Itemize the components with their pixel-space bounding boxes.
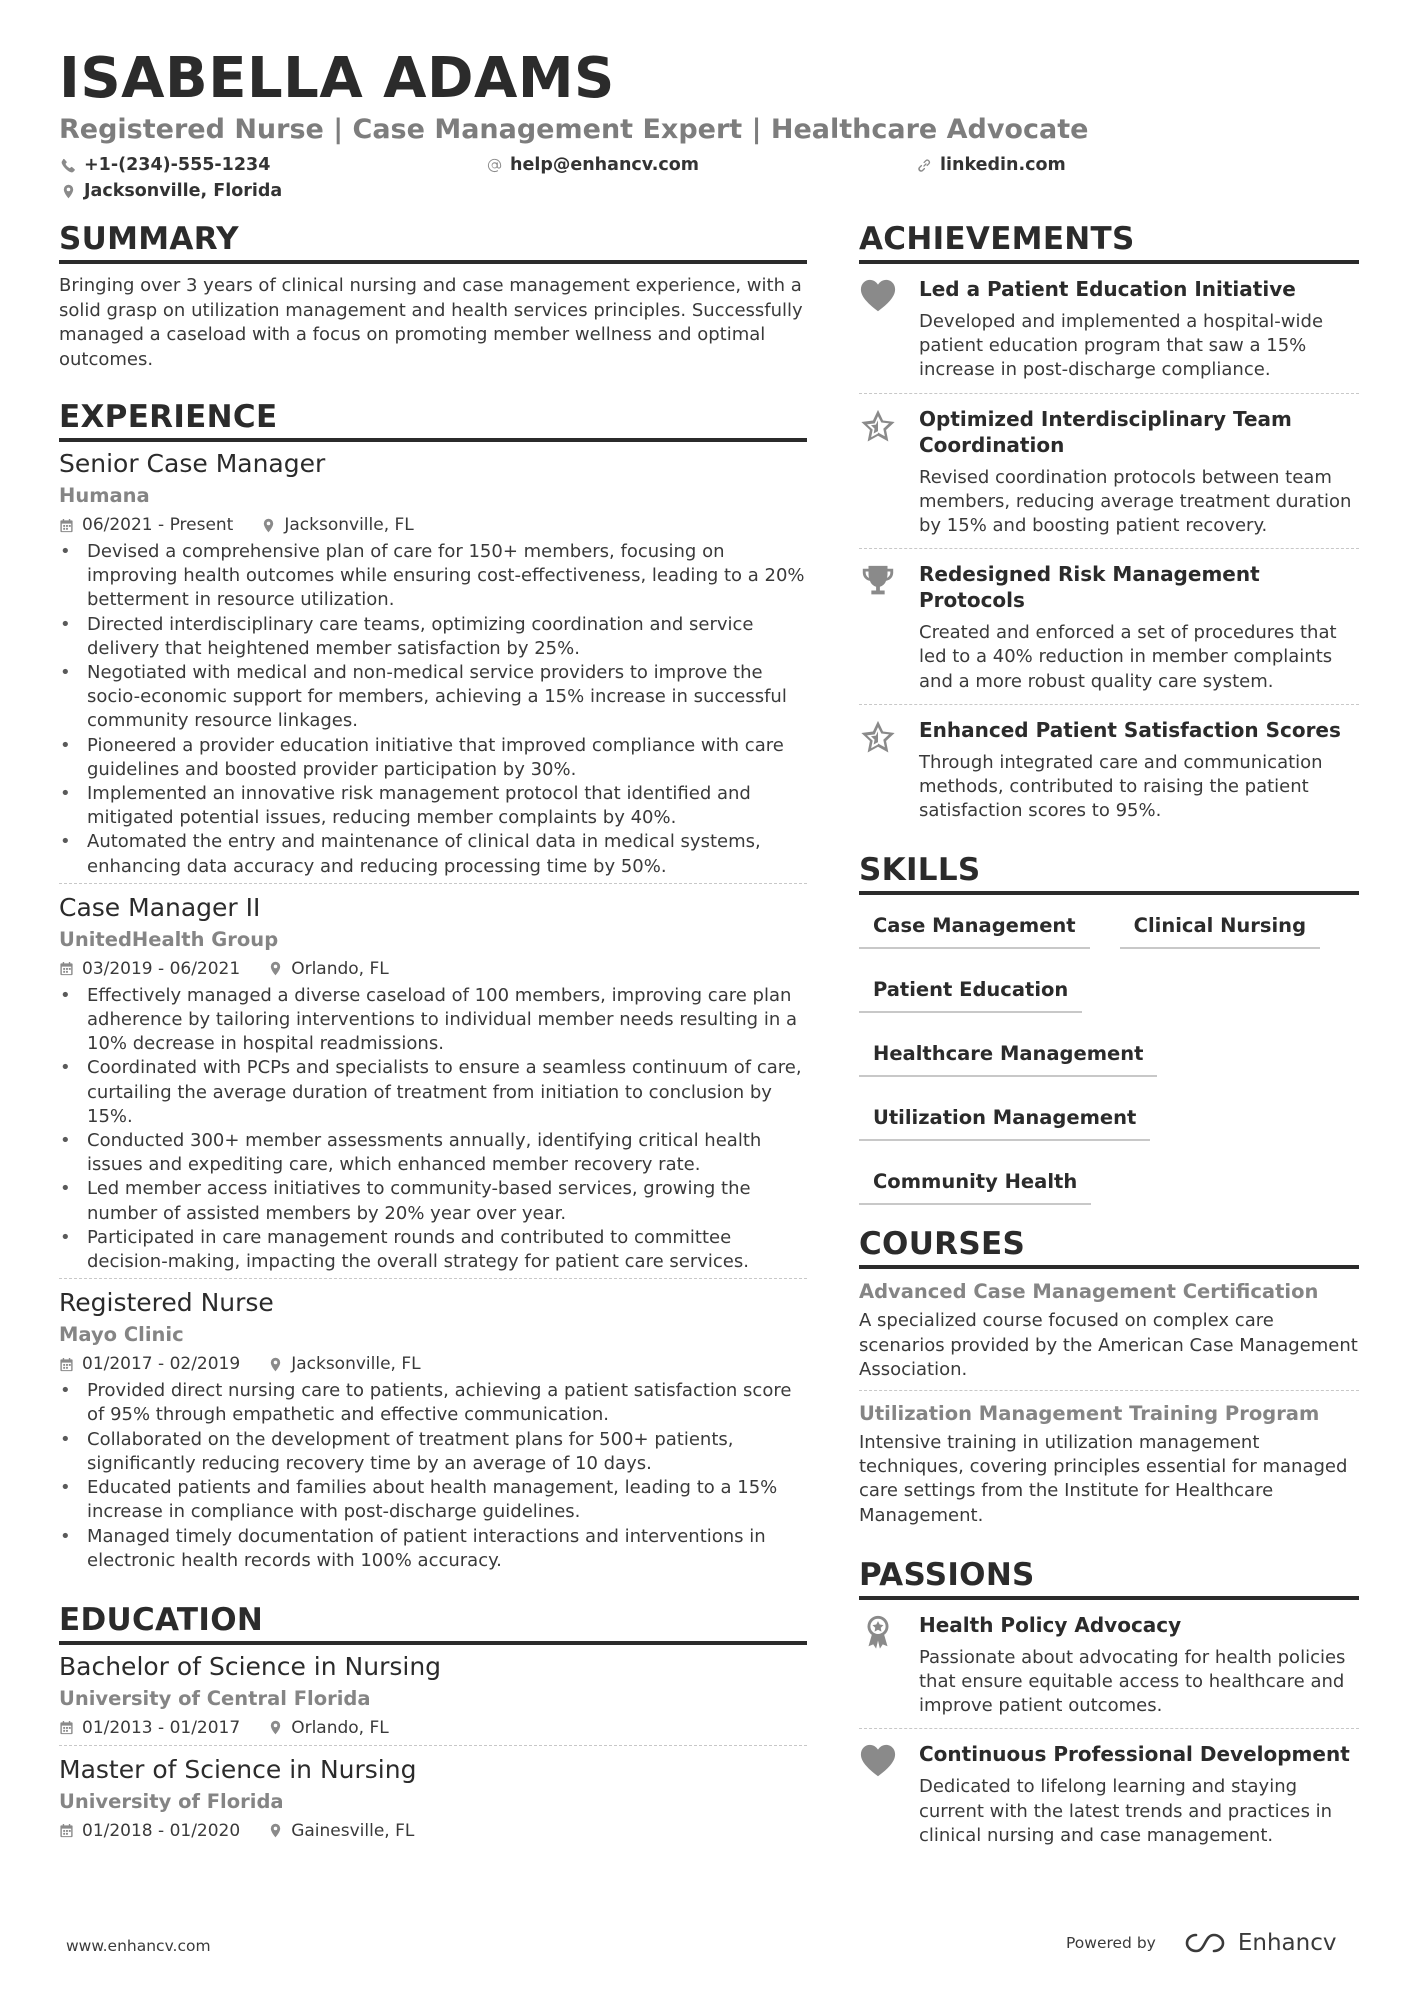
candidate-name: ISABELLA ADAMS: [59, 46, 615, 111]
job-location-text: Jacksonville, FL: [291, 1354, 421, 1375]
bullet-item: • Managed timely documentation of patient interactions and interventions in electronic health records with 100% accuracy.: [59, 1525, 807, 1573]
contact-phone: [61, 152, 270, 178]
job-dates: [59, 515, 233, 535]
location-pin-icon: [268, 961, 283, 976]
course-item: [859, 1269, 1359, 1390]
job-dates: [59, 959, 240, 979]
contact-linkedin: [917, 152, 1066, 178]
location-pin-icon: [268, 1823, 283, 1838]
item-title: Led a Patient Education Initiative: [919, 277, 1296, 301]
right-column: [859, 220, 1359, 1858]
bullet-item: • Devised a comprehensive plan of care for 150+ members, focusing on improving health outcomes while ensuring cost-effectiveness, leading to a 20% betterment in resource utilization.: [59, 540, 807, 613]
resume-header: [59, 44, 1359, 206]
footer-branding: [1066, 1930, 1336, 1956]
job-dates-text: 01/2017 - 02/2019: [82, 1354, 241, 1375]
experience-item: [59, 448, 807, 883]
item-body: [919, 717, 1359, 824]
job-bullets: [59, 540, 807, 879]
item-title: Enhanced Patient Satisfaction Scores: [919, 717, 1341, 742]
education-list: [59, 1651, 807, 1848]
courses-list: [859, 1269, 1359, 1535]
section-title-experience: EXPERIENCE: [59, 398, 807, 442]
job-location: [268, 1354, 420, 1374]
education-item: [59, 1745, 807, 1848]
location-pin-icon: [61, 184, 76, 199]
item-body: [919, 1741, 1359, 1848]
passions-section: [859, 1556, 1359, 1858]
bullet-item: • Educated patients and families about health management, leading to a 15% increase in compliance with post-discharge guidelines.: [59, 1476, 807, 1524]
location-pin-icon: [261, 518, 276, 533]
location-text: Jacksonville, Florida: [84, 181, 283, 201]
skill-tag: Utilization Management: [859, 1095, 1150, 1141]
passion-item: [859, 1728, 1359, 1858]
item-body: [919, 276, 1359, 383]
item-icon: [859, 561, 919, 694]
skills-list: [859, 903, 1359, 1223]
course-description: A specialized course focused on complex care scenarios provided by the American Case Management Association.: [859, 1310, 1358, 1380]
job-bullets: [59, 984, 807, 1274]
phone-icon: [61, 158, 76, 173]
email-text: help@enhancv.com: [510, 155, 700, 175]
passion-item: [859, 1600, 1359, 1729]
bullet-item: • Participated in care management rounds and contributed to committee decision-making, impacting the overall strategy for patient care services.: [59, 1226, 807, 1274]
company-name: UnitedHealth Group: [59, 927, 279, 951]
job-location: [268, 1718, 389, 1738]
summary-text: Bringing over 3 years of clinical nursing and case management experience, with a solid grasp on utilization management and health services principles. Successfully managed a caseload with a focus on promoting member wellness and optimal outcomes.: [59, 275, 803, 370]
item-icon: [859, 406, 919, 539]
education-item: [59, 1651, 807, 1745]
degree-title: Bachelor of Science in Nursing: [59, 1651, 442, 1681]
calendar-icon: [59, 518, 74, 533]
company-name: Mayo Clinic: [59, 1323, 184, 1347]
bullet-item: • Provided direct nursing care to patients, achieving a patient satisfaction score of 95% through empathetic and effective communication.: [59, 1379, 807, 1427]
job-title: Registered Nurse: [59, 1288, 274, 1318]
star-half-icon: [859, 408, 897, 446]
item-title: Health Policy Advocacy: [919, 1612, 1182, 1637]
experience-item: [59, 883, 807, 1278]
candidate-title: Registered Nurse | Case Management Expert | Healthcare Advocate: [59, 114, 1089, 145]
course-item: [859, 1390, 1359, 1536]
link-icon: [917, 158, 932, 173]
item-description: Developed and implemented a hospital-wide patient education program that saw a 15% increase in post-discharge compliance.: [919, 311, 1324, 381]
passions-list: [859, 1600, 1359, 1858]
item-description: Created and enforced a set of procedures that led to a 40% reduction in member complaints and a more robust quality care system.: [919, 622, 1337, 692]
item-description: Revised coordination protocols between team members, reducing average treatment duration by 15% and boosting patient recovery.: [919, 466, 1352, 537]
job-location-text: Orlando, FL: [291, 958, 389, 979]
item-description: Dedicated to lifelong learning and staying current with the latest trends and practices in clinical nursing and case management.: [919, 1776, 1333, 1846]
job-dates: [59, 1821, 240, 1841]
bullet-item: • Implemented an innovative risk management protocol that identified and mitigated potential issues, reducing member complaints by 40%.: [59, 782, 807, 830]
job-dates-text: 06/2021 - Present: [82, 515, 234, 535]
achievements-section: [859, 220, 1359, 833]
heart-icon: [859, 1743, 897, 1781]
item-title: Redesigned Risk Management Protocols: [919, 562, 1260, 613]
job-dates-text: 01/2013 - 01/2017: [82, 1717, 241, 1738]
job-location-text: Orlando, FL: [291, 1717, 389, 1738]
achievement-item: [859, 704, 1359, 834]
trophy-icon: [859, 563, 897, 601]
phone-text: +1-(234)-555-1234: [84, 155, 271, 175]
contact-info: [59, 150, 1359, 206]
item-icon: [859, 276, 919, 383]
job-location-text: Gainesville, FL: [291, 1820, 415, 1841]
experience-section: [59, 398, 807, 1577]
job-location: [268, 959, 389, 979]
course-description: Intensive training in utilization management techniques, covering principles essential for managed care settings from the Institute for Healthcare Management.: [859, 1432, 1348, 1526]
bullet-item: • Led member access initiatives to community-based services, growing the number of assisted members by 20% year over year.: [59, 1177, 807, 1225]
brand-logo[interactable]: [1182, 1930, 1337, 1956]
powered-by-text: Powered by: [1066, 1934, 1156, 1952]
degree-title: Master of Science in Nursing: [59, 1754, 417, 1784]
skill-tag: Clinical Nursing: [1120, 903, 1320, 949]
experience-item: [59, 1278, 807, 1577]
bullet-item: • Effectively managed a diverse caseload of 100 members, improving care plan adherence by tailoring interventions to individual member needs resulting in a 10% decrease in hospital readmissions.: [59, 984, 807, 1057]
item-body: [919, 561, 1359, 694]
job-title: Senior Case Manager: [59, 449, 326, 478]
at-icon: [487, 158, 502, 173]
summary-section: [59, 220, 807, 372]
calendar-icon: [59, 1357, 74, 1372]
job-meta: [59, 1818, 807, 1844]
section-title-summary: SUMMARY: [59, 220, 807, 264]
section-title-education: EDUCATION: [59, 1601, 807, 1645]
bullet-item: • Coordinated with PCPs and specialists to ensure a seamless continuum of care, curtailing the average duration of treatment from initiation to conclusion by 15%.: [59, 1056, 807, 1129]
item-icon: [859, 1612, 919, 1719]
bullet-item: • Pioneered a provider education initiative that improved compliance with care guidelines and boosted provider participation by 30%.: [59, 734, 807, 782]
job-dates-text: 01/2018 - 01/2020: [82, 1820, 241, 1841]
footer-website[interactable]: www.enhancv.com: [66, 1937, 211, 1955]
skill-tag: Patient Education: [859, 967, 1082, 1013]
job-title: Case Manager II: [59, 892, 261, 922]
item-title: Continuous Professional Development: [919, 1742, 1350, 1767]
achievement-item: [859, 264, 1359, 393]
course-title: Utilization Management Training Program: [859, 1402, 1320, 1426]
course-title: Advanced Case Management Certification: [859, 1280, 1319, 1304]
education-section: [59, 1601, 807, 1848]
job-meta: [59, 512, 807, 538]
calendar-icon: [59, 1720, 74, 1735]
enhancv-logo-icon: [1182, 1931, 1228, 1955]
left-column: [59, 220, 807, 1848]
brand-name: Enhancv: [1237, 1930, 1337, 1956]
location-pin-icon: [268, 1720, 283, 1735]
calendar-icon: [59, 1823, 74, 1838]
item-body: [919, 406, 1359, 539]
job-meta: [59, 1715, 807, 1741]
achievement-item: [859, 548, 1359, 704]
job-location-text: Jacksonville, FL: [284, 515, 414, 535]
linkedin-text: linkedin.com: [940, 155, 1066, 175]
skill-tag: Community Health: [859, 1159, 1091, 1205]
item-description: Passionate about advocating for health policies that ensure equitable access to healthcare and improve patient outcomes.: [919, 1646, 1346, 1717]
skill-tag: Healthcare Management: [859, 1031, 1157, 1077]
bullet-item: • Automated the entry and maintenance of clinical data in medical systems, enhancing data accuracy and reducing processing time by 50%.: [59, 830, 807, 878]
star-half-icon: [859, 719, 897, 757]
job-location: [261, 515, 413, 535]
achievements-list: [859, 264, 1359, 833]
location-pin-icon: [268, 1357, 283, 1372]
company-name: Humana: [59, 484, 150, 507]
item-icon: [859, 1741, 919, 1848]
section-title-skills: SKILLS: [859, 851, 1359, 895]
job-meta: [59, 1351, 807, 1377]
job-bullets: [59, 1379, 807, 1573]
bullet-item: • Directed interdisciplinary care teams, optimizing coordination and service delivery that heightened member satisfaction by 25%.: [59, 613, 807, 661]
bullet-item: • Collaborated on the development of treatment plans for 500+ patients, significantly reducing recovery time by an average of 10 days.: [59, 1428, 807, 1476]
skills-section: [859, 851, 1359, 1223]
achievement-item: [859, 393, 1359, 549]
item-body: [919, 1612, 1359, 1719]
heart-icon: [859, 278, 897, 316]
courses-section: [859, 1225, 1359, 1535]
section-title-achievements: ACHIEVEMENTS: [859, 220, 1359, 264]
item-title: Optimized Interdisciplinary Team Coordination: [919, 406, 1292, 457]
award-ribbon-icon: [859, 1614, 897, 1652]
skill-tag: Case Management: [859, 903, 1090, 949]
school-name: University of Central Florida: [59, 1686, 371, 1710]
school-name: University of Florida: [59, 1789, 284, 1813]
section-title-passions: PASSIONS: [859, 1556, 1359, 1600]
job-dates: [59, 1718, 240, 1738]
experience-list: [59, 448, 807, 1577]
job-dates-text: 03/2019 - 06/2021: [82, 958, 241, 979]
calendar-icon: [59, 961, 74, 976]
contact-location: [61, 178, 282, 204]
job-meta: [59, 956, 807, 982]
bullet-item: • Negotiated with medical and non-medical service providers to improve the socio-economic support for members, achieving a 15% increase in successful community resource linkages.: [59, 661, 807, 734]
bullet-item: • Conducted 300+ member assessments annually, identifying critical health issues and expediting care, which enhanced member recovery rate.: [59, 1129, 807, 1177]
section-title-courses: COURSES: [859, 1225, 1359, 1269]
item-icon: [859, 717, 919, 824]
job-dates: [59, 1354, 240, 1374]
item-description: Through integrated care and communication methods, contributed to raising the patient satisfaction scores to 95%.: [919, 751, 1323, 822]
job-location: [268, 1821, 414, 1841]
contact-email: [487, 152, 699, 178]
